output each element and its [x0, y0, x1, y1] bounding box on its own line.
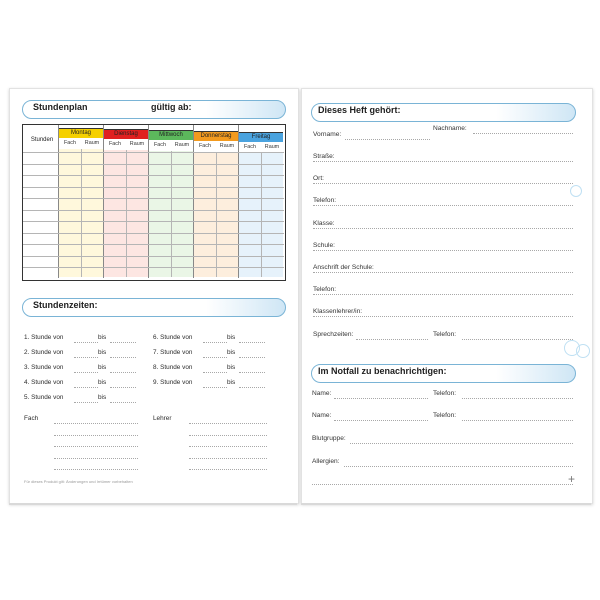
plus-mark-icon: + [568, 472, 576, 486]
owner-banner [311, 103, 576, 122]
emergency-name-line[interactable] [334, 398, 428, 399]
allergies-line[interactable] [344, 466, 573, 467]
row-line [23, 164, 284, 165]
column-divider [261, 153, 262, 277]
write-line[interactable] [189, 446, 267, 447]
owner-field-line[interactable] [313, 161, 573, 162]
owner-field-line[interactable] [313, 250, 573, 251]
timetable [22, 124, 286, 281]
lesson-time-label: 9. Stunde von [153, 379, 193, 386]
start-time-line[interactable] [74, 372, 98, 373]
last-name-label: Nachname: [433, 125, 467, 132]
owner-field-label: Schule: [313, 241, 335, 249]
start-time-line[interactable] [74, 387, 98, 388]
end-time-line[interactable] [110, 402, 136, 403]
emergency-name-label: Name: [312, 412, 332, 419]
emergency-name-line[interactable] [334, 420, 428, 421]
start-time-line[interactable] [203, 342, 227, 343]
write-line[interactable] [54, 469, 138, 470]
footer-note: Für dieses Produkt gilt: Änderungen und Irrtümer vorbehalten [24, 479, 133, 484]
allergies-line[interactable] [312, 484, 573, 485]
emergency-phone-label: Telefon: [433, 390, 457, 397]
column-divider [171, 151, 172, 277]
blood-type-line[interactable] [350, 443, 573, 444]
emergency-banner [311, 364, 576, 383]
subject-header: Fach [244, 144, 256, 150]
lesson-time-label: 7. Stunde von [153, 349, 193, 356]
row-line [23, 256, 284, 257]
owner-field-label: Klasse: [313, 219, 335, 227]
lesson-time-label: 4. Stunde von [24, 379, 64, 386]
times-title: Stundenzeiten: [33, 300, 98, 310]
until-label: bis [227, 379, 236, 386]
lesson-time-label: 3. Stunde von [24, 364, 64, 371]
owner-field-label: Anschrift der Schule: [313, 264, 374, 271]
until-label: bis [98, 364, 107, 371]
row-line [23, 210, 284, 211]
write-line[interactable] [54, 423, 138, 424]
until-label: bis [98, 394, 107, 401]
day-header-4: Donnerstag [194, 131, 238, 141]
room-header: Raum [174, 142, 190, 148]
write-line[interactable] [189, 423, 267, 424]
row-line [23, 267, 284, 268]
lesson-time-label: 2. Stunde von [24, 349, 64, 356]
column-divider [81, 149, 82, 277]
end-time-line[interactable] [110, 342, 136, 343]
end-time-line[interactable] [239, 342, 265, 343]
valid-from-label: gültig ab: [151, 102, 192, 112]
emergency-title: Im Notfall zu benachrichtigen: [318, 366, 447, 376]
emergency-name-label: Name: [312, 390, 332, 397]
start-time-line[interactable] [203, 387, 227, 388]
owner-field-line[interactable] [313, 294, 573, 295]
lesson-time-label: 1. Stunde von [24, 334, 64, 341]
start-time-line[interactable] [74, 342, 98, 343]
gear-decoration-icon [570, 185, 582, 197]
end-time-line[interactable] [239, 387, 265, 388]
day-header-1: Montag [59, 128, 103, 138]
room-header: Raum [84, 140, 100, 146]
first-name-line[interactable] [345, 139, 430, 140]
teacher-phone-line[interactable] [462, 339, 573, 340]
subject-header: Fach [109, 141, 121, 147]
owner-title: Dieses Heft gehört: [318, 105, 401, 115]
day-header-3: Mittwoch [149, 130, 193, 140]
gear-decoration-icon [576, 344, 590, 358]
subject-header: Fach [64, 140, 76, 146]
column-divider [126, 150, 127, 277]
start-time-line[interactable] [203, 372, 227, 373]
subject-header: Fach [199, 143, 211, 149]
teacher-column-label: Lehrer [153, 415, 172, 422]
owner-field-line[interactable] [313, 228, 573, 229]
owner-field-label: Klassenlehrer/in: [313, 308, 363, 316]
end-time-line[interactable] [110, 387, 136, 388]
owner-field-label: Ort: [313, 175, 324, 183]
until-label: bis [227, 364, 236, 371]
emergency-phone-line[interactable] [462, 420, 573, 421]
end-time-line[interactable] [239, 372, 265, 373]
row-line [23, 152, 284, 153]
last-name-line[interactable] [473, 133, 573, 134]
until-label: bis [98, 349, 107, 356]
owner-field-label: Telefon: [313, 286, 337, 294]
office-hours-label: Sprechzeiten: [313, 331, 354, 338]
start-time-line[interactable] [203, 357, 227, 358]
row-line [23, 233, 284, 234]
page-edge [301, 503, 591, 505]
room-header: Raum [264, 144, 280, 150]
room-header: Raum [129, 141, 145, 147]
until-label: bis [98, 379, 107, 386]
write-line[interactable] [54, 458, 138, 459]
row-line [23, 221, 284, 222]
owner-field-line[interactable] [313, 183, 573, 184]
owner-field-line[interactable] [313, 272, 573, 273]
owner-field-label: Telefon: [313, 197, 337, 205]
teacher-phone-label: Telefon: [433, 331, 457, 338]
blood-type-label: Blutgruppe: [312, 435, 346, 442]
end-time-line[interactable] [110, 372, 136, 373]
emergency-phone-line[interactable] [462, 398, 573, 399]
lesson-time-label: 5. Stunde von [24, 394, 64, 401]
emergency-phone-label: Telefon: [433, 412, 457, 419]
row-line [23, 175, 284, 176]
owner-field-line[interactable] [313, 316, 573, 317]
times-banner [22, 298, 286, 317]
row-line [23, 244, 284, 245]
owner-field-line[interactable] [313, 205, 573, 206]
write-line[interactable] [189, 469, 267, 470]
room-header: Raum [219, 143, 235, 149]
page-edge [9, 503, 297, 505]
write-line[interactable] [54, 446, 138, 447]
write-line[interactable] [189, 458, 267, 459]
subject-column-label: Fach [24, 415, 39, 422]
write-line[interactable] [189, 435, 267, 436]
end-time-line[interactable] [239, 357, 265, 358]
row-line [23, 187, 284, 188]
end-time-line[interactable] [110, 357, 136, 358]
lesson-time-label: 6. Stunde von [153, 334, 193, 341]
row-line [23, 198, 284, 199]
hours-header: Stunden [30, 137, 54, 143]
until-label: bis [227, 349, 236, 356]
until-label: bis [227, 334, 236, 341]
start-time-line[interactable] [74, 402, 98, 403]
until-label: bis [98, 334, 107, 341]
lesson-time-label: 8. Stunde von [153, 364, 193, 371]
first-name-label: Vorname: [313, 131, 342, 138]
column-divider [216, 152, 217, 277]
day-header-2: Dienstag [104, 129, 148, 139]
schedule-banner [22, 100, 286, 119]
day-header-5: Freitag [239, 132, 283, 142]
schedule-title: Stundenplan [33, 102, 88, 112]
write-line[interactable] [54, 435, 138, 436]
subject-header: Fach [154, 142, 166, 148]
owner-field-label: Straße: [313, 153, 335, 160]
office-hours-line[interactable] [356, 339, 428, 340]
allergies-label: Allergien: [312, 458, 340, 465]
start-time-line[interactable] [74, 357, 98, 358]
